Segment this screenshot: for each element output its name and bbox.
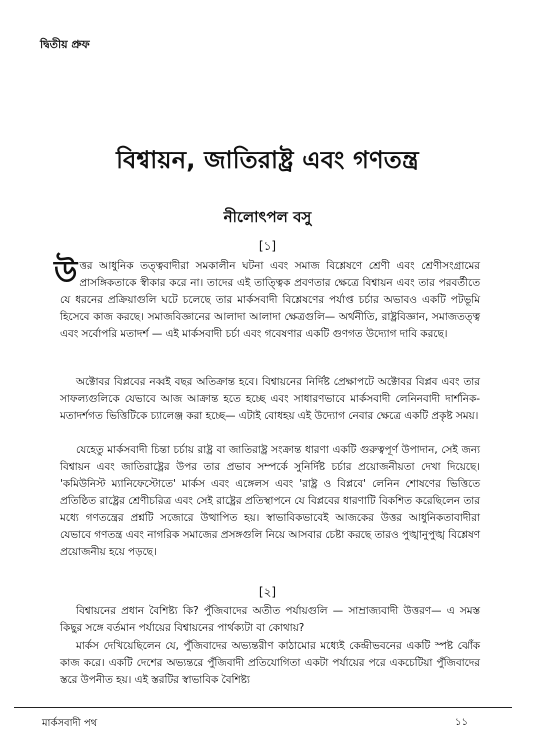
proof-label: দ্বিতীয় প্রুফ <box>40 38 90 51</box>
article-title: বিশ্বায়ন, জাতিরাষ্ট্র এবং গণতন্ত্র <box>116 146 419 174</box>
section-2-paragraph-2: মার্কস দেখিয়েছিলেন যে, পুঁজিবাদের অভ্যন্তরীণ কাঠামোর মধ্যেই কেন্দ্রীভবনের একটি স্পষ্ট ঝোঁক কাজ করে। একটি দেশের অভ্যন্তরে পুঁজিবাদী প্রতিযোগিতা একটা পর্যায়ের পরে একচেটিয়া পুঁজিবাদের স্তরে উপনীত হয়। এই স্তরটির স্বাভাবিক বৈশিষ্ট্য <box>60 640 480 686</box>
section-1-number: [১] <box>258 239 277 253</box>
article-author: নীলোৎপল বসু <box>223 208 312 226</box>
section-1-paragraph-3: যেহেতু মার্কসবাদী চিন্তা চর্চায় রাষ্ট্র বা জাতিরাষ্ট্র সংক্রান্ত ধারণা একটি গুরুত্বপূর্ণ উপাদান, সেই জন্য বিশ্বায়ন এবং জাতিরাষ্ট্রের উপর তার প্রভাব সম্পর্কে সুনির্দিষ্ট চর্চার প্রয়োজনীয়তা দেখা দিয়েছে। 'কমিউনিস্ট ম্যানিফেস্টোতে' মার্কস এবং এঙ্গেলস এবং 'রাষ্ট্র ও বিপ্লবে' লেনিন শোষণের ভিত্তিতে প্রতিষ্ঠিত রাষ্ট্রের শ্রেণীচরিত্র এবং সেই রাষ্ট্রের প্রতিস্থাপনে যে বিপ্লবের ধারণাটি বিকশিত করেছিলেন তার মধ্যে গণতন্ত্রের প্রশ্নটি সজোরে উত্থাপিত হয়। স্বাভাবিকভাবেই আজকের উত্তর আধুনিকতাবাদীরা যেভাবে গণতন্ত্র এবং নাগরিক সমাজের প্রসঙ্গগুলি নিয়ে আসবার চেষ্টা করছে তারও পুঙ্খানুপুঙ্খ বিশ্লেষণ প্রয়োজনীয় হয়ে পড়ছে। <box>60 444 480 558</box>
footer-divider <box>14 707 512 708</box>
paragraph-text: ত্তর আধুনিক তত্ত্ববাদীরা সমকালীন ঘটনা এবং সমাজ বিশ্লেষণে শ্রেণী এবং শ্রেণীসংগ্রামের প্রাসঙ্গিকতাকে স্বীকার করে না। তাদের এই তাত্ত্বিক প্রবণতার ক্ষেত্রে বিশ্বায়ন এবং তার পরবর্তীতে যে ধরনের প্রক্রিয়াগুলি ঘটে চলেছে তার মার্কসবাদী বিশ্লেষণের পর্যাপ্ত চর্চার অভাবও একটি পটভূমি হিসেবে কাজ করছে। সমাজবিজ্ঞানের আলাদা আলাদা ক্ষেত্রগুলি— অর্থনীতি, রাষ্ট্রবিজ্ঞান, সমাজতত্ত্ব এবং সর্বোপরি মতাদর্শ — এই মার্কসবাদী চর্চা এবং গবেষণার একটি গুণগত উদ্যোগ দাবি করছে। <box>60 260 480 340</box>
section-2-number: [২] <box>258 585 277 599</box>
section-1-paragraph-1 <box>54 255 480 343</box>
journal-name: মার্কসবাদী পথ <box>42 718 98 729</box>
drop-cap: উ <box>54 255 78 290</box>
section-2-paragraph-1: বিশ্বায়নের প্রধান বৈশিষ্ট্য কি? পুঁজিবাদের অতীত পর্যায়গুলি — সাম্রাজ্যবাদী উত্তরণ— এ সমস্ত কিছুর সঙ্গে বর্তমান পর্যায়ের বিশ্বায়নের পার্থক্যটা বা কোথায়? <box>60 605 480 634</box>
page-number: ১১ <box>455 717 468 728</box>
section-1-paragraph-2: অক্টোবর বিপ্লবের নব্বই বছর অতিক্রান্ত হবে। বিশ্বায়নের নির্দিষ্ট প্রেক্ষাপটে অক্টোবর বিপ্লব এবং তার সাফল্যগুলিকে যেভাবে আজ আক্রান্ত হতে হচ্ছে এবং সাধারণভাবে মার্কসবাদী লেনিনবাদী দার্শনিক-মতাদর্শগত ভিত্তিটিকে চ্যালেঞ্জ করা হচ্ছে— এটাই বোধহয় এই উদ্যোগ নেবার ক্ষেত্রে একটি প্রকৃষ্ট সময়। <box>60 376 480 422</box>
